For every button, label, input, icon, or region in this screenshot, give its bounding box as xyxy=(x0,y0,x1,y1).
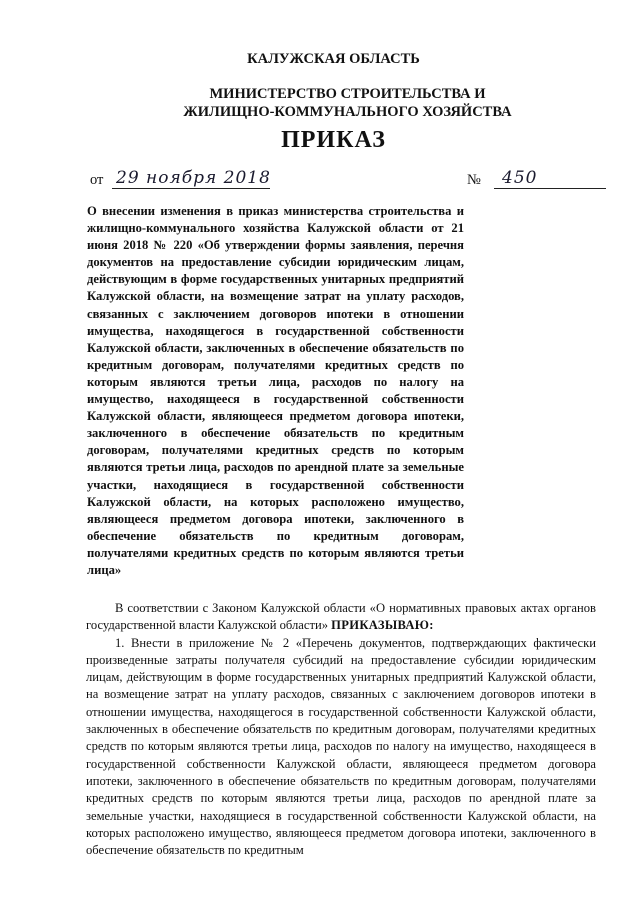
number-prefix: № xyxy=(467,172,481,188)
item-1-paragraph: 1. Внести в приложение № 2 «Перечень документов, подтверждающих фактически произведенные затраты получателя субсидий на предоставление субсидии юридическим лицам, действующим в форме государственных унитарных предприятий Калужской области, на возмещение затрат на уплату расходов, связанных с заключением договоров ипотеки в отношении имущества, находящегося в государственной собственности Калужской области, заключенных в обеспечение обязательств по кредитным договорам, получателями кредитных средств по которым являются третьи лица, расходов по налогу на имущество, находящееся в государственной собственности Калужской области, являющееся предметом договора ипотеки, заключенного в обеспечение обязательств по кредитным договорам, получателями кредитных средств по которым являются третьи лица, расходов по арендной плате за земельные участки, находящиеся в государственной собственности Калужской области, на которых расположено имущество, являющееся предметом договора ипотеки, заключенного в обеспечение обязательств по кредитным xyxy=(86,635,596,858)
date-number-row xyxy=(90,168,610,194)
document-type-title: ПРИКАЗ xyxy=(281,127,386,153)
preamble-paragraph xyxy=(86,600,596,635)
ministry-heading xyxy=(28,85,639,121)
handwritten-date: 29 ноября 2018 xyxy=(116,168,271,188)
ministry-line-1: МИНИСТЕРСТВО СТРОИТЕЛЬСТВА И xyxy=(209,86,486,102)
date-prefix: от xyxy=(90,172,104,188)
ministry-line-2: ЖИЛИЩНО-КОММУНАЛЬНОГО ХОЗЯЙСТВА xyxy=(183,104,512,120)
order-body xyxy=(86,600,596,859)
handwritten-number: 450 xyxy=(502,168,538,188)
date-underline xyxy=(112,188,270,189)
region-heading: КАЛУЖСКАЯ ОБЛАСТЬ xyxy=(247,51,420,67)
order-subject: О внесении изменения в приказ министерства строительства и жилищно-коммунального хозяйства Калужской области от 21 июня 2018 № 220 «Об утверждении формы заявления, перечня документов на предоставление субсидии юридическим лицам, действующим в форме государственных унитарных предприятий Калужской области, на возмещение затрат на уплату расходов, связанных с заключением договоров ипотеки в отношении имущества, находящегося в государственной собственности Калужской области, заключенных в обеспечение обязательств по кредитным договорам, получателями кредитных средств по которым являются третьи лица, расходов по налогу на имущество, находящееся в государственной собственности Калужской области, являющееся предметом договора ипотеки, заключенного в обеспечение обязательств по кредитным договорам, получателями кредитных средств по которым являются третьи лица, расходов по арендной плате за земельные участки, находящиеся в государственной собственности Калужской области, на которых расположено имущество, являющееся предметом договора ипотеки, заключенного в обеспечение обязательств по кредитным договорам, получателями кредитных средств по которым являются третьи лица» xyxy=(87,204,464,577)
number-underline xyxy=(494,188,606,189)
order-keyword: ПРИКАЗЫВАЮ: xyxy=(331,618,434,633)
preamble-text: В соответствии с Законом Калужской области «О нормативных правовых актах органов государственной власти Калужской области» xyxy=(86,601,596,633)
